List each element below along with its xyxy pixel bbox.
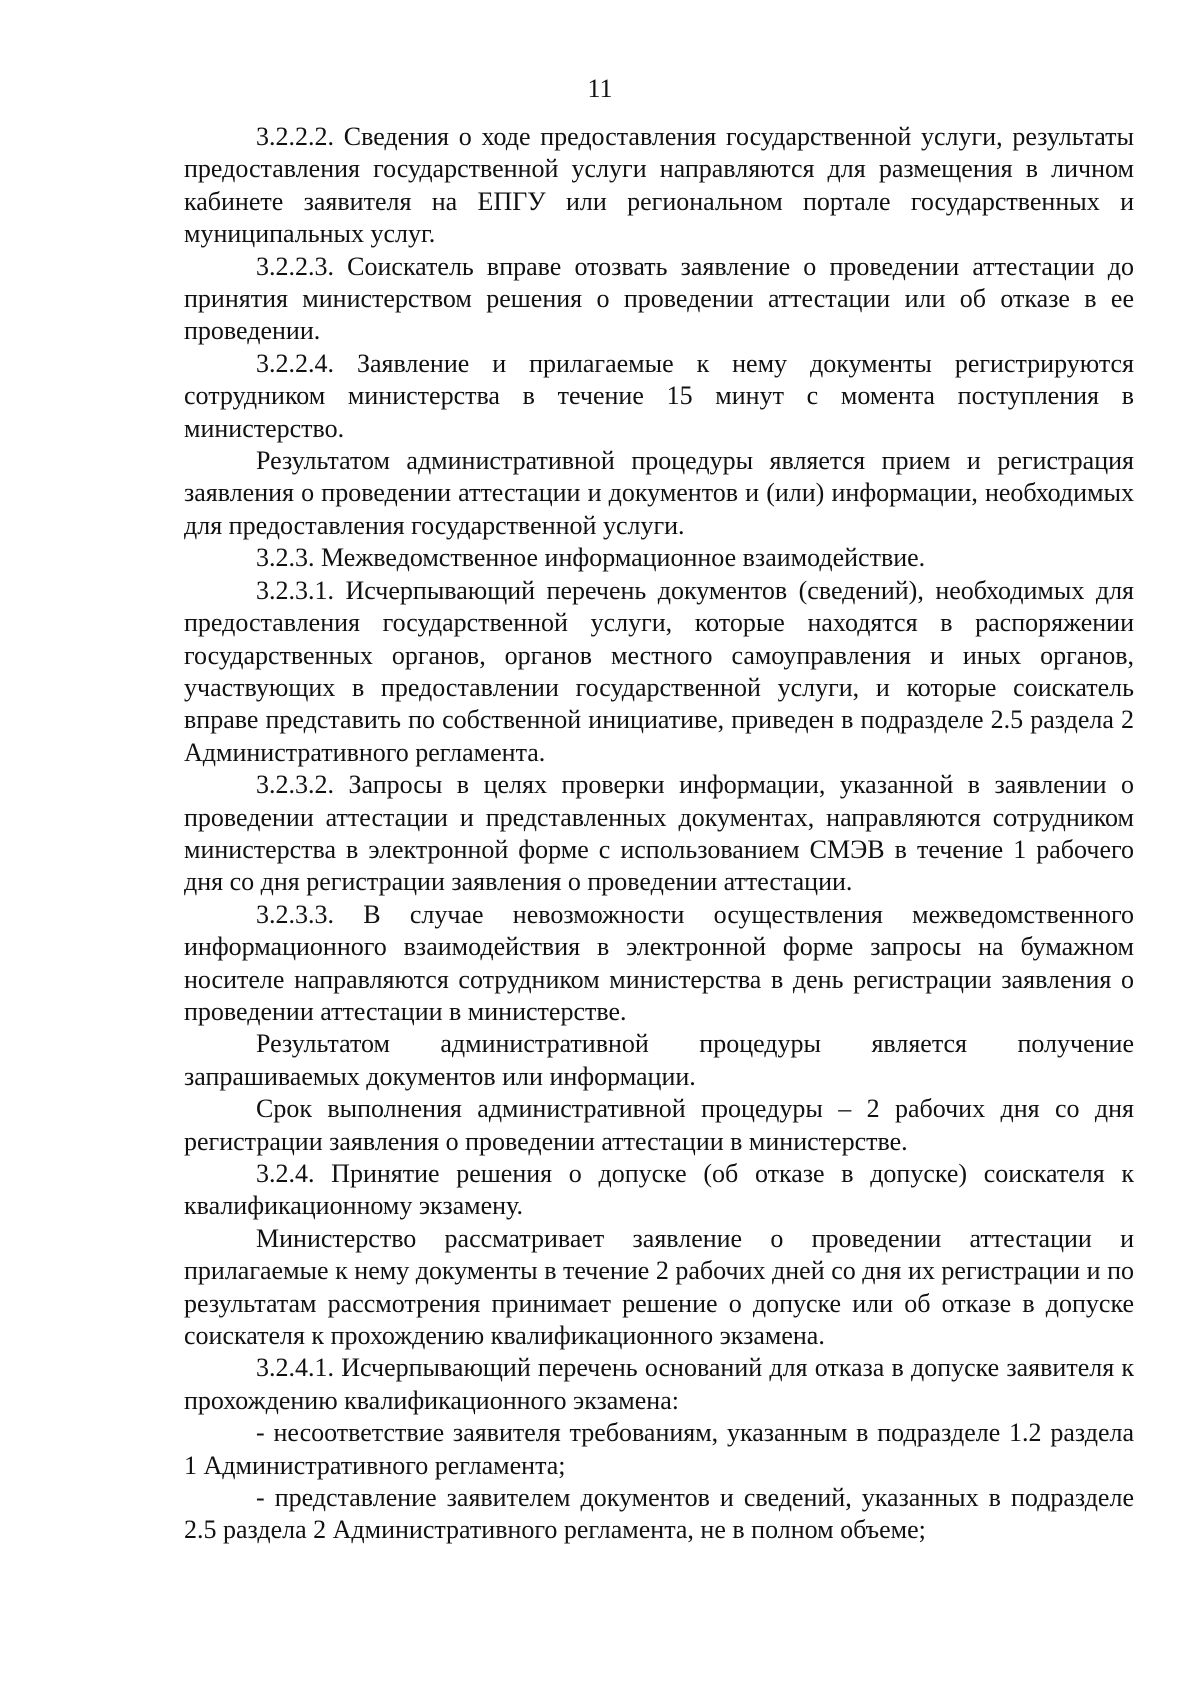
paragraph-3-2-3-2: 3.2.3.2. Запросы в целях проверки информации, указанной в заявлении о проведении аттестации и представленных документах, направляются сотрудником министерства в электронной форме с использованием СМЭВ в течение 1 рабочего дня со дня регистрации заявления о проведении аттестации. [184,770,1134,897]
list-item-incomplete-documents: - представление заявителем документов и сведений, указанных в подразделе 2.5 раздела 2 Административного регламента, не в полном объеме; [184,1483,1134,1545]
document-body [184,121,1134,1547]
paragraph-3-2-2-4: 3.2.2.4. Заявление и прилагаемые к нему документы регистрируются сотрудником министерства в течение 15 минут с момента поступления в министерство. [184,348,1134,443]
paragraph-3-2-3-3: 3.2.3.3. В случае невозможности осуществления межведомственного информационного взаимодействия в электронной форме запросы на бумажном носителе направляются сотрудником министерства в день регистрации заявления о проведении аттестации в министерстве. [184,899,1134,1026]
paragraph-result-reception: Результатом административной процедуры является прием и регистрация заявления о проведении аттестации и документов и (или) информации, необходимых для предоставления государственной услуги. [184,446,1134,540]
paragraph-3-2-2-3: 3.2.2.3. Соискатель вправе отозвать заявление о проведении аттестации до принятия министерством решения о проведении аттестации или об отказе в ее проведении. [184,251,1134,346]
paragraph-deadline: Срок выполнения административной процедуры – 2 рабочих дня со дня регистрации заявления о проведении аттестации в министерстве. [184,1094,1134,1156]
list-item-noncompliance: - несоответствие заявителя требованиям, указанным в подразделе 1.2 раздела 1 Административного регламента; [184,1418,1134,1480]
paragraph-3-2-4: 3.2.4. Принятие решения о допуске (об отказе в допуске) соискателя к квалификационному экзамену. [184,1159,1134,1221]
paragraph-3-2-3: 3.2.3. Межведомственное информационное взаимодействие. [256,543,926,573]
page-number: 11 [587,74,613,103]
paragraph-3-2-2-2: 3.2.2.2. Сведения о ходе предоставления государственной услуги, результаты предоставления государственной услуги направляются для размещения в личном кабинете заявителя на ЕПГУ или региональном портале государственных и муниципальных услуг. [184,122,1134,249]
paragraph-ministry-review: Министерство рассматривает заявление о проведении аттестации и прилагаемые к нему документы в течение 2 рабочих дней со дня их регистрации и по результатам рассмотрения принимает решение о допуске или об отказе в допуске соискателя к прохождению квалификационного экзамена. [184,1223,1134,1351]
paragraph-3-2-3-1: 3.2.3.1. Исчерпывающий перечень документов (сведений), необходимых для предоставления государственной услуги, которые находятся в распоряжении государственных органов, органов местного самоуправления и иных органов, участвующих в предоставлении государственной услуги, и которые соискатель вправе представить по собственной инициативе, приведен в подразделе 2.5 раздела 2 Административного регламента. [184,575,1134,767]
paragraph-result-documents: Результатом административной процедуры является получение запрашиваемых документов или информации. [184,1029,1134,1091]
paragraph-3-2-4-1: 3.2.4.1. Исчерпывающий перечень оснований для отказа в допуске заявителя к прохождению квалификационного экзамена: [184,1353,1134,1415]
